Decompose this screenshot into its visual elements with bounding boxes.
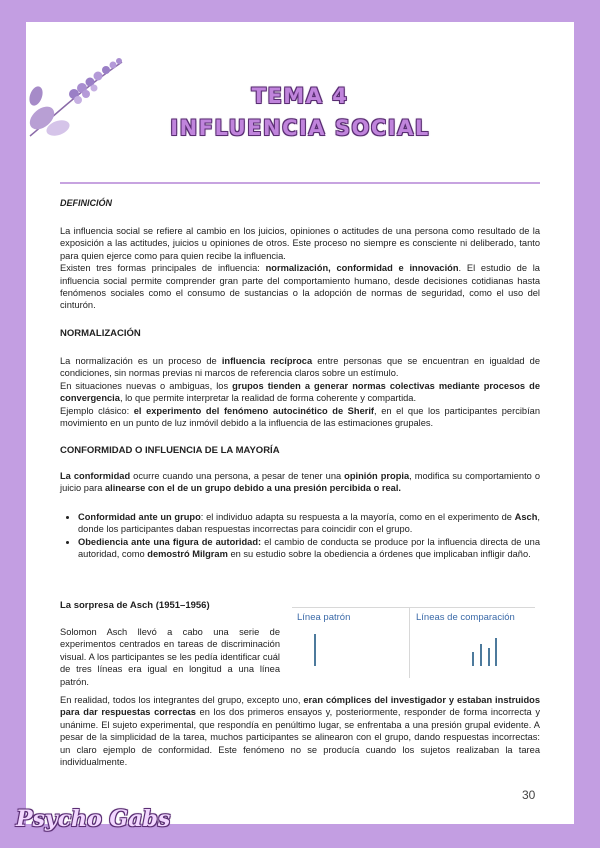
- definicion-paragraph-1: La influencia social se refiere al cambio en los juicios, opiniones o actitudes de una persona como resultado de la exposición a las actitudes, juicios u opiniones de otros. Este proceso no siempre es consciente ni deliberado, tanto para quien ejerce como para quien recibe la influencia. Existen tres formas principales de influencia: normalización, conformidad e innovación. El estudio de la influencia social permite comprender gran parte del comportamiento humano, desde decisiones cotidianas hasta fenómenos sociales como el consumo de sustancias o la adopción de normas de seguridad, como el uso del cinturón.: [60, 226, 540, 311]
- comparison-line-1: [472, 652, 474, 666]
- list-item: • Conformidad ante un grupo: el individuo adapta su respuesta a la mayoría, como en el experimento de Asch, donde los participantes daban respuestas incorrectas para coincidir con el grupo.: [78, 511, 540, 536]
- page-title-line1: TEMA 4: [251, 84, 349, 108]
- conformidad-bullet-list: [60, 511, 540, 561]
- section-heading-conformidad: CONFORMIDAD O INFLUENCIA DE LA MAYORÍA: [60, 445, 280, 456]
- list-item: • Obediencia ante una figura de autoridad: el cambio de conducta se produce por la influencia directa de una autoridad, como demostró Milgram en su estudio sobre la obediencia a órdenes que implicaban infligir daño.: [78, 536, 540, 561]
- conformidad-paragraph: La conformidad ocurre cuando una persona, a pesar de tener una opinión propia, modifica su comportamiento o juicio para alinearse con el de un grupo debido a una presión percibida o real.: [60, 471, 540, 494]
- subsection-heading-asch: La sorpresa de Asch (1951–1956): [60, 600, 210, 611]
- figure-divider: [409, 608, 410, 678]
- brand-logo: Psycho Gabs: [16, 806, 171, 832]
- asch-lines-figure: [292, 607, 535, 678]
- asch-paragraph-2: En realidad, todos los integrantes del grupo, excepto uno, eran cómplices del investigador y estaban instruidos para dar respuestas correctas en los dos primeros ensayos y, posteriormente, responder de forma incorrecta y unánime. El sujeto experimental, que respondía en penúltimo lugar, se enfrentaba a una presión grupal evidente. A pesar de la simplicidad de la tarea, muchos participantes se alinearon con el grupo, dando respuestas incorrectas: un claro ejemplo de conformidad. Este fenómeno no se producía cuando los sujetos realizaban la tarea individualmente.: [60, 695, 540, 768]
- section-heading-definicion: DEFINICIÓN: [60, 198, 113, 208]
- comparison-line-2: [480, 644, 482, 666]
- figure-label-standard-line: Línea patrón: [297, 612, 351, 623]
- page-number: 30: [522, 788, 536, 802]
- comparison-line-4: [495, 638, 497, 666]
- page-title-line2: INFLUENCIA SOCIAL: [170, 116, 430, 140]
- standard-line: [314, 634, 316, 666]
- title-divider: [60, 182, 540, 184]
- asch-paragraph-1: Solomon Asch llevó a cabo una serie de experimentos centrados en tareas de discriminación visual. A los participantes se les pedía identificar cuál de tres líneas era igual en longitud a una línea patrón.: [60, 627, 280, 687]
- figure-label-comparison-lines: Líneas de comparación: [416, 612, 515, 623]
- section-heading-normalizacion: NORMALIZACIÓN: [60, 328, 141, 339]
- normalizacion-paragraph: La normalización es un proceso de influencia recíproca entre personas que se encuentran en igualdad de condiciones, sin normas previas ni marcos de referencia claros sobre un estímulo. En situaciones nuevas o ambiguas, los grupos tienden a generar normas colectivas mediante procesos de convergencia, lo que permite interpretar la realidad de forma coherente y compartida. Ejemplo clásico: el experimento del fenómeno autocinético de Sherif, en el que los participantes percibían movimiento en un punto de luz inmóvil debido a la influencia de las estimaciones grupales.: [60, 356, 541, 429]
- comparison-line-3: [488, 648, 490, 666]
